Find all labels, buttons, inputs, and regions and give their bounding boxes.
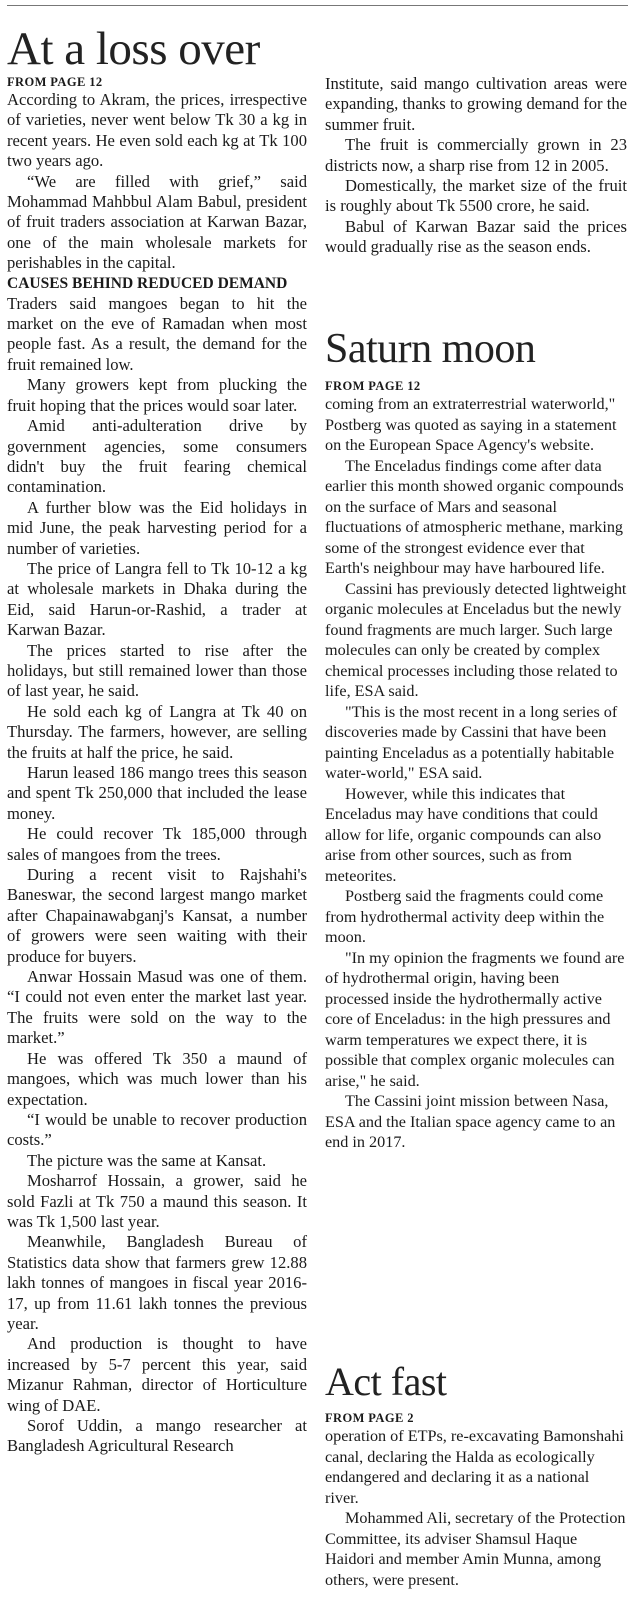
paragraph: And production is thought to have increased by 5-7 percent this year, said Mizanur Rahman, director of Horticulture wing of DAE. bbox=[7, 1334, 307, 1415]
article-body-saturn bbox=[325, 394, 627, 1153]
paragraph: “We are filled with grief,” said Mohammad Mahbbul Alam Babul, president of fruit traders association at Karwan Bazar, one of the main wholesale markets for perishables in the capital. bbox=[7, 171, 307, 273]
paragraph: coming from an extraterrestrial waterworld," Postberg was quoted as saying in a statement on the European Space Agency's website. bbox=[325, 395, 617, 454]
paragraph: The price of Langra fell to Tk 10-12 a kg at wholesale markets in Dhaka during the Eid, said Harun-or-Rashid, a trader at Karwan Bazar. bbox=[7, 558, 307, 640]
paragraph: He sold each kg of Langra at Tk 40 on Thursday. The farmers, however, are selling the fruits at half the price, he said. bbox=[7, 701, 307, 762]
article-body-top bbox=[7, 90, 307, 1457]
paragraph: The Cassini joint mission between Nasa, ESA and the Italian space agency came to an end in 2017. bbox=[325, 1092, 616, 1151]
article-continuation bbox=[325, 74, 627, 258]
paragraph: According to Akram, the prices, irrespective of varieties, never went below Tk 30 a kg in recent years. He even sold each kg at Tk 100 two years ago. bbox=[7, 90, 307, 171]
paragraph: operation of ETPs, re-excavating Bamonshahi canal, declaring the Halda as ecologically endangered and declaring it as a national river. bbox=[325, 1427, 624, 1507]
paragraph: "This is the most recent in a long series of discoveries made by Cassini that have been painting Enceladus as a potentially habitable water-world," ESA said. bbox=[325, 702, 618, 782]
paragraph: A further blow was the Eid holidays in mid June, the peak harvesting period for a number of varieties. bbox=[7, 497, 307, 558]
from-page-label: FROM PAGE 2 bbox=[325, 1411, 414, 1425]
paragraph: Institute, said mango cultivation areas were expanding, thanks to growing demand for the summer fruit. bbox=[325, 74, 627, 134]
paragraph: He was offered Tk 350 a maund of mangoes, which was much lower than his expectation. bbox=[7, 1048, 307, 1109]
headline-act-fast: Act fast bbox=[325, 1359, 447, 1404]
paragraph: He could recover Tk 185,000 through sales of mangoes from the trees. bbox=[7, 824, 307, 864]
article-body-act-fast bbox=[325, 1426, 627, 1590]
paragraph: During a recent visit to Rajshahi's Baneswar, the second largest mango market after Chapainawabganj's Kansat, a number of growers were seen waiting with their produce for buyers. bbox=[7, 865, 307, 966]
from-page-label: FROM PAGE 12 bbox=[7, 75, 103, 89]
paragraph: Babul of Karwan Bazar said the prices would gradually rise as the season ends. bbox=[325, 216, 627, 257]
paragraph: Meanwhile, Bangladesh Bureau of Statistics data show that farmers grew 12.88 lakh tonnes of mangoes in fiscal year 2016-17, up from 11.61 lakh tonnes the previous year. bbox=[7, 1232, 307, 1333]
paragraph: The prices started to rise after the holidays, but still remained lower than those of last year, he said. bbox=[7, 640, 307, 701]
paragraph: Sorof Uddin, a mango researcher at Bangladesh Agricultural Research bbox=[7, 1416, 307, 1456]
from-page-label: FROM PAGE 12 bbox=[325, 379, 421, 393]
paragraph: The fruit is commercially grown in 23 districts now, a sharp rise from 12 in 2005. bbox=[325, 135, 627, 175]
headline-saturn: Saturn moon bbox=[325, 326, 536, 372]
paragraph: Anwar Hossain Masud was one of them. “I could not even enter the market last year. The fruits were sold on the way to the market.” bbox=[7, 967, 307, 1048]
paragraph: Mosharrof Hossain, a grower, said he sold Fazli at Tk 750 a maund this season. It was Tk 1,500 last year. bbox=[7, 1171, 307, 1231]
paragraph: Postberg said the fragments could come from hydrothermal activity deep within the moon. bbox=[325, 887, 605, 946]
paragraph: Mohammed Ali, secretary of the Protection Committee, its adviser Shamsul Haque Haidori and member Amin Munna, among others, were present. bbox=[325, 1509, 626, 1589]
subheading: CAUSES BEHIND REDUCED DEMAND bbox=[7, 274, 288, 292]
paragraph: Cassini has previously detected lightweight organic molecules at Enceladus but the newly found fragments are much larger. Such large molecules can only be created by complex chemical processes including those related to life, ESA said. bbox=[325, 579, 627, 700]
paragraph: “I would be unable to recover production costs.” bbox=[7, 1109, 307, 1150]
paragraph: "In my opinion the fragments we found are of hydrothermal origin, having been processed inside the hydrothermally active core of Enceladus: in the high pressures and warm temperatures we expect there, it is possible that complex organic molecules can arise," he said. bbox=[325, 948, 625, 1090]
headline-mango: At a loss over bbox=[7, 23, 260, 75]
paragraph: Harun leased 186 mango trees this season and spent Tk 250,000 that included the lease money. bbox=[7, 763, 307, 823]
paragraph: Many growers kept from plucking the fruit hoping that the prices would soar later. bbox=[7, 375, 307, 415]
top-rule bbox=[7, 5, 628, 6]
paragraph: Domestically, the market size of the fruit is roughly about Tk 5500 crore, he said. bbox=[325, 176, 627, 216]
paragraph: However, while this indicates that Enceladus may have conditions that could allow for life, organic compounds can also arise from other sources, such as from meteorites. bbox=[325, 784, 602, 885]
paragraph: Amid anti-adulteration drive by government agencies, some consumers didn't buy the fruit fearing chemical contamination. bbox=[7, 416, 307, 497]
paragraph: The picture was the same at Kansat. bbox=[27, 1150, 267, 1170]
paragraph: The Enceladus findings come after data earlier this month showed organic compounds on the surface of Mars and seasonal fluctuations of atmospheric methane, marking some of the strongest evidence ever that Earth's neighbour may have harboured life. bbox=[325, 456, 624, 577]
paragraph: Traders said mangoes began to hit the market on the eve of Ramadan when most people fast. As a result, the demand for the fruit remained low. bbox=[7, 293, 307, 374]
